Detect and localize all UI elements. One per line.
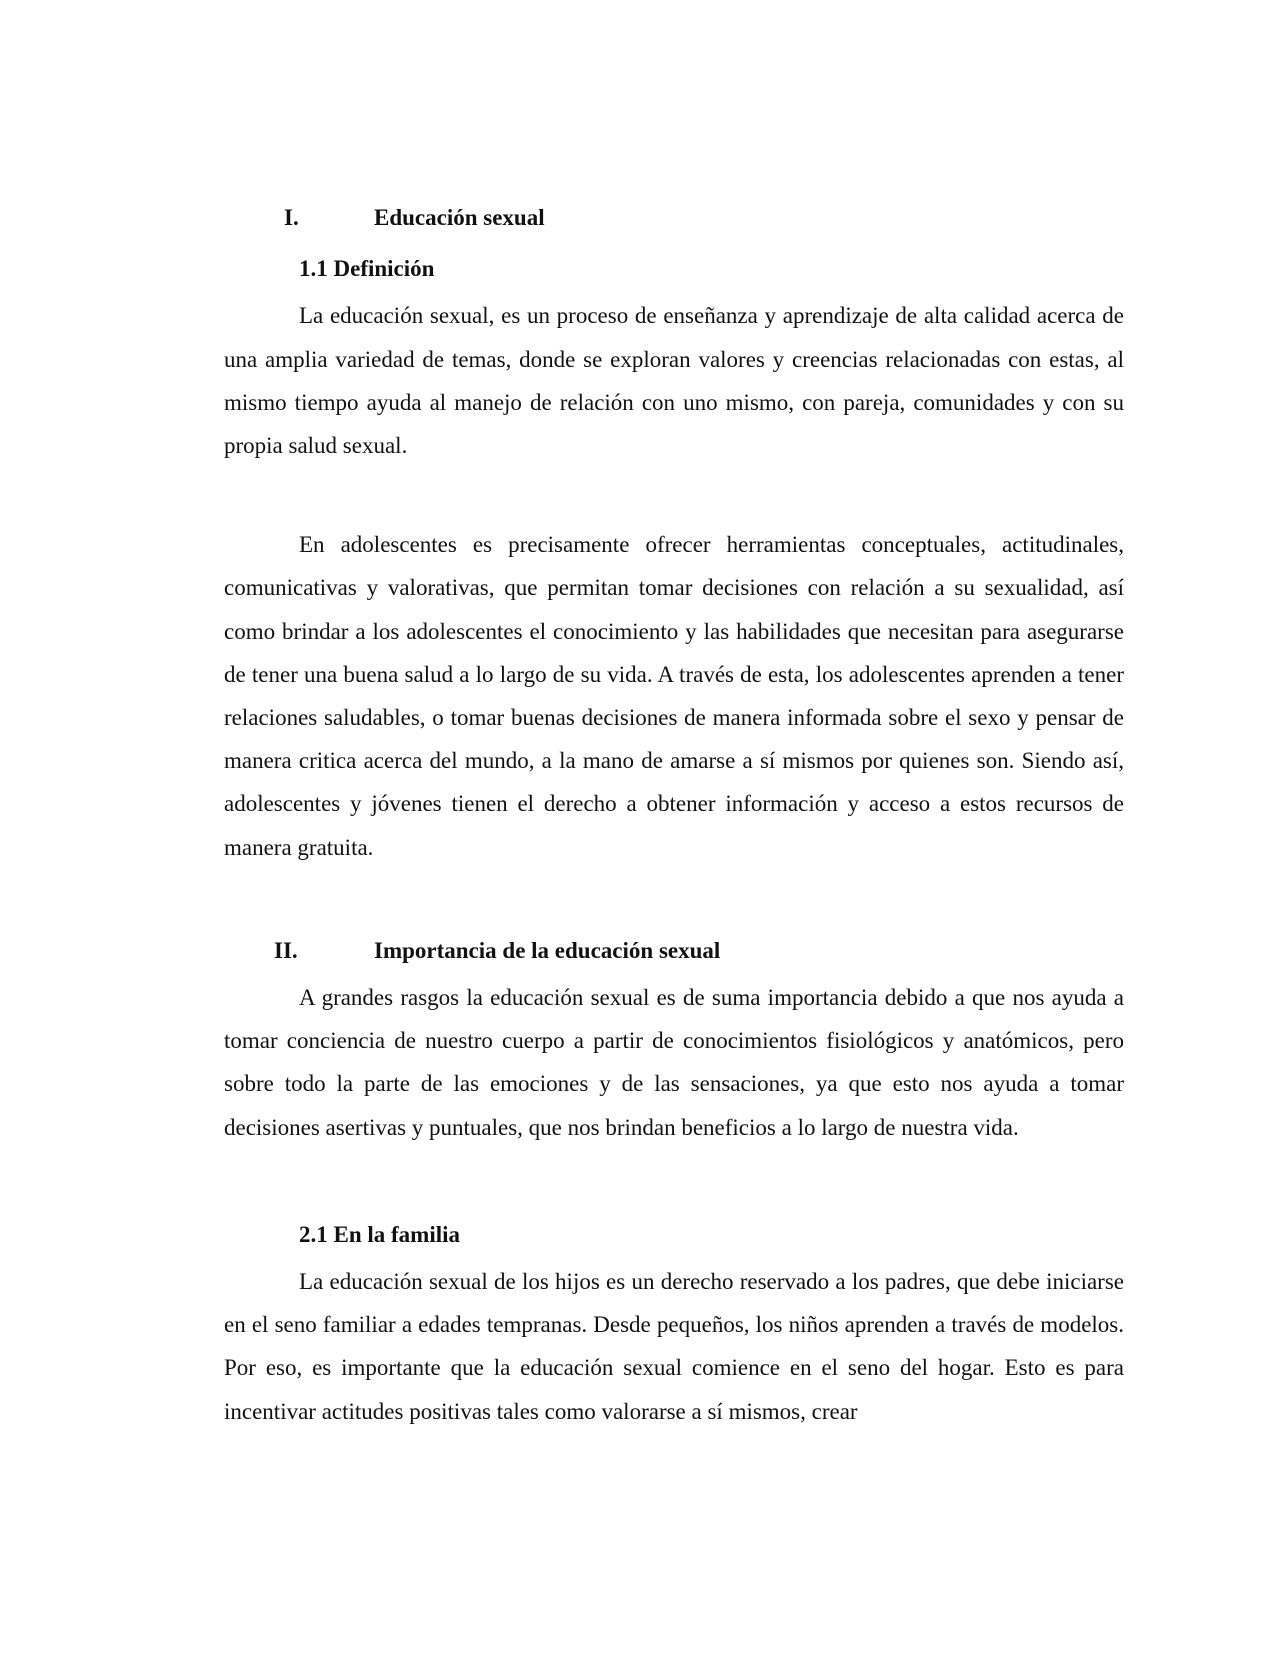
section-spacer [224,869,1124,929]
subsection-heading-definicion: 1.1 Definición [299,256,435,282]
section-heading-1 [224,196,1124,239]
paragraph-definicion-1: La educación sexual, es un proceso de enseñanza y aprendizaje de alta calidad acerca de una amplia variedad de temas, donde se exploran valores y creencias relacionadas con estas, al mismo tiempo ayuda al manejo de relación con uno mismo, con pareja, comunidades y con su propia salud sexual. [224,303,1124,458]
subsection-heading-familia: 2.1 En la familia [299,1221,461,1247]
paragraph-importancia: A grandes rasgos la educación sexual es de suma importancia debido a que nos ayuda a tomar conciencia de nuestro cuerpo a partir de conocimientos fisiológicos y anatómicos, pero sobre todo la parte de las emociones y de las sensaciones, ya que esto nos ayuda a tomar decisiones asertivas y puntuales, que nos brindan beneficios a lo largo de nuestra vida. [224,985,1124,1140]
paragraph-definicion-2: En adolescentes es precisamente ofrecer herramientas conceptuales, actitudinales, comunicativas y valorativas, que permitan tomar decisiones con relación a su sexualidad, así como brindar a los adolescentes el conocimiento y las habilidades que necesitan para asegurarse de tener una buena salud a lo largo de su vida. A través de esta, los adolescentes aprenden a tener relaciones saludables, o tomar buenas decisiones de manera informada sobre el sexo y pensar de manera critica acerca del mundo, a la mano de amarse a sí mismos por quienes son. Siendo así, adolescentes y jóvenes tienen el derecho a obtener información y acceso a estos recursos de manera gratuita. [224,532,1124,860]
subsection-spacer [224,1149,1124,1205]
section-number: II. [274,937,298,963]
section-title: Educación sexual [374,205,545,230]
paragraph-spacer [224,467,1124,519]
document-body [224,196,1124,1433]
paragraph-familia: La educación sexual de los hijos es un derecho reservado a los padres, que debe iniciarse en el seno familiar a edades tempranas. Desde pequeños, los niños aprenden a través de modelos. Por eso, es importante que la educación sexual comience en el seno del hogar. Esto es para incentivar actitudes positivas tales como valorarse a sí mismos, crear [224,1269,1124,1424]
section-heading-2 [224,929,1124,972]
section-title: Importancia de la educación sexual [374,937,721,963]
section-number: I. [284,205,299,230]
